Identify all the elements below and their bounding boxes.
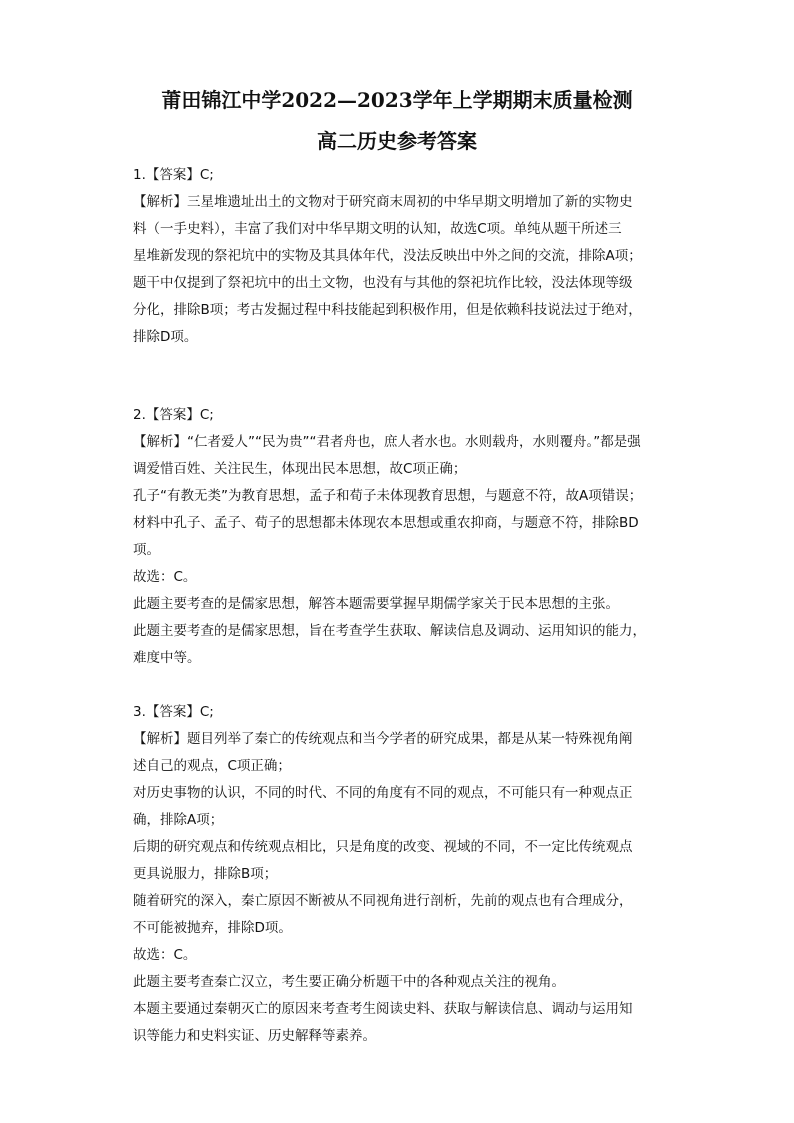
q3-analysis-line: 本题主要通过秦朝灭亡的原因来考查考生阅读史料、获取与解读信息、调动与运用知 [133,1001,633,1017]
document-subtitle: 高二历史参考答案 [317,129,477,153]
q2-analysis-line: 【解析】“仁者爱人”“民为贵”“君者舟也，庶人者水也。水则载舟，水则覆舟。”都是强 [133,434,641,450]
q3-analysis-line: 后期的研究观点和传统观点相比，只是角度的改变、视域的不同，不一定比传统观点 [133,839,633,855]
q1-analysis-line: 【解析】三星堆遗址出土的文物对于研究商末周初的中华早期文明增加了新的实物史 [133,194,633,210]
q3-analysis-line: 述自己的观点，C项正确； [133,758,291,774]
q3-analysis-line: 随着研究的深入，秦亡原因不断被从不同视角进行剖析，先前的观点也有合理成分， [133,893,633,909]
q3-analysis-line: 更具说服力，排除B项； [133,866,278,882]
q1-answer: 1.【答案】C; [133,167,214,183]
q3-analysis-line: 此题主要考查秦亡汉立，考生要正确分析题干中的各种观点关注的视角。 [133,974,565,990]
q2-analysis-line: 此题主要考查的是儒家思想，旨在考查学生获取、解读信息及调动、运用知识的能力， [133,623,646,639]
document-title: 莆田锦江中学2022—2023学年上学期期末质量检测 [161,88,633,112]
q1-analysis-line: 分化，排除B项；考古发掘过程中科技能起到积极作用，但是依赖科技说法过于绝对， [133,302,642,318]
q3-analysis-line: 【解析】题目列举了秦亡的传统观点和当今学者的研究成果，都是从某一特殊视角阐 [133,731,633,747]
q2-analysis-line: 材料中孔子、孟子、荀子的思想都未体现农本思想或重农抑商，与题意不符，排除BD [133,515,639,531]
question-1 [133,162,678,351]
q1-analysis-line: 题干中仅提到了祭祀坑中的出土文物，也没有与其他的祭祀坑作比较，没法体现等级 [133,275,633,291]
q2-analysis-line: 故选：C。 [133,569,197,585]
question-3 [133,699,678,1050]
q2-analysis-line: 难度中等。 [133,650,201,666]
q3-answer: 3.【答案】C; [133,704,214,720]
q1-analysis-line: 排除D项。 [133,329,198,345]
q3-analysis-line: 对历史事物的认识，不同的时代、不同的角度有不同的观点，不可能只有一种观点正 [133,785,633,801]
q3-analysis-line: 识等能力和史料实证、历史解释等素养。 [133,1028,376,1044]
q2-analysis-line: 此题主要考查的是儒家思想，解答本题需要掌握早期儒学家关于民本思想的主张。 [133,596,619,612]
q2-answer: 2.【答案】C; [133,407,214,423]
q3-analysis-line: 确，排除A项； [133,812,224,828]
q3-analysis-line: 不可能被抛弃，排除D项。 [133,920,292,936]
q2-analysis-line: 调爱惜百姓、关注民生，体现出民本思想，故C项正确； [133,461,467,477]
q1-analysis-line: 星堆新发现的祭祀坑中的实物及其具体年代，没法反映出中外之间的交流，排除A项； [133,248,642,264]
question-2 [133,402,678,672]
q2-analysis-line: 项。 [133,542,160,558]
q2-analysis-line: 孔子“有教无类”为教育思想，孟子和荀子未体现教育思想，与题意不符，故A项错误； [133,488,643,504]
q1-analysis-line: 料（一手史料），丰富了我们对中华早期文明的认知，故选C项。单纯从题干所述三 [133,221,622,237]
q3-analysis-line: 故选：C。 [133,947,197,963]
